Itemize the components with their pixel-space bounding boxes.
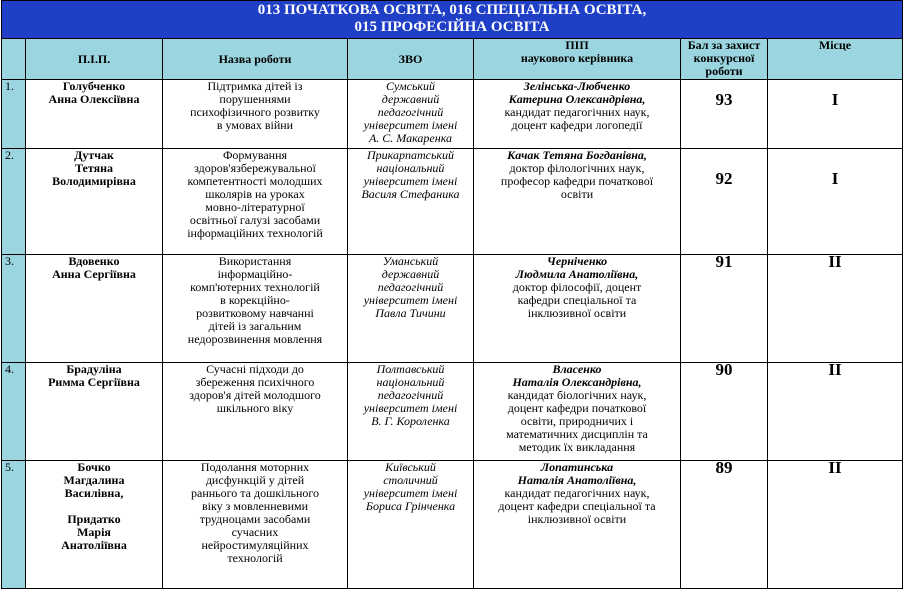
work-line: шкільного віку <box>216 401 294 415</box>
row-number: 3. <box>2 255 26 363</box>
row-number: 5. <box>2 461 26 589</box>
work-line: раннього та дошкільного <box>191 486 319 500</box>
uni-line: Київський <box>385 460 436 474</box>
score: 91 <box>681 255 768 363</box>
name-line: Тетяна <box>74 161 113 175</box>
uni-line: національний <box>376 375 445 389</box>
name-line: Володимирівна <box>52 174 136 188</box>
supervisor-info-line: доктор філософії, доцент <box>512 280 642 294</box>
uni-line: Прикарпатський <box>366 148 455 162</box>
score: 89 <box>681 461 768 589</box>
name-line: Анна Олексіївна <box>48 92 140 106</box>
uni-line: Полтавський <box>376 362 445 376</box>
work-line: Формування <box>222 148 288 162</box>
uni-line: Василя Стефаника <box>361 187 460 201</box>
supervisor-name-line: Зелінська-Любченко <box>523 79 631 93</box>
work-line: школярів на уроках <box>205 187 305 201</box>
name-line: Марія <box>77 525 111 539</box>
work-title <box>163 149 348 255</box>
work-line: розвитковому навчанні <box>196 306 314 320</box>
name-line: Голубченко <box>62 79 126 93</box>
uni-line: університет імені <box>363 293 458 307</box>
uni-line: Павла Тичини <box>375 306 446 320</box>
work-line: дітей із загальним <box>208 319 302 333</box>
work-line: інформаційних технологій <box>187 226 323 240</box>
uni-line: педагогічний <box>377 105 444 119</box>
supervisor <box>474 363 681 461</box>
supervisor-info-line: методик їх викладання <box>518 440 636 454</box>
name-line: Брадуліна <box>66 362 122 376</box>
header-supervisor <box>474 39 681 80</box>
work-line: здоров'язбережувальної <box>194 161 316 175</box>
name-line: Вдовенко <box>68 254 120 268</box>
supervisor-info-line: доцент кафедри логопедії <box>511 118 643 132</box>
row-number: 1. <box>2 80 26 149</box>
work-line: Використання <box>218 254 292 268</box>
results-table <box>1 0 903 589</box>
name-line: Анатоліївна <box>61 538 127 552</box>
university <box>348 255 474 363</box>
supervisor <box>474 461 681 589</box>
work-line: дисфункцій у дітей <box>205 473 305 487</box>
supervisor-name-line: Лопатинська <box>540 460 614 474</box>
uni-line: університет імені <box>363 486 458 500</box>
work-line: віку з мовленневими <box>201 499 309 513</box>
title-line-2: 015 ПРОФЕСІЙНА ОСВІТА <box>354 19 550 35</box>
university <box>348 80 474 149</box>
work-line: комп'ютерних технологій <box>190 280 320 294</box>
uni-line: державний <box>381 267 440 281</box>
score: 92 <box>681 149 768 255</box>
place: ІІ <box>768 363 903 461</box>
uni-line: столичний <box>383 473 438 487</box>
supervisor-info-line: математичних дисциплін та <box>506 427 648 441</box>
work-line: в корекційно- <box>220 293 290 307</box>
supervisor-info-line: кандидат педагогічних наук, <box>504 105 650 119</box>
work-line: Подолання моторних <box>200 460 310 474</box>
supervisor-info-line: кандидат педагогічних наук, <box>504 486 650 500</box>
place: І <box>768 80 903 149</box>
header-work: Назва роботи <box>163 39 348 80</box>
supervisor-info-line: професор кафедри початкової <box>500 174 654 188</box>
table-row <box>2 80 903 149</box>
supervisor-name-line: Катерина Олександрівна, <box>508 92 646 106</box>
supervisor-name-line: Наталія Олександрівна, <box>512 375 642 389</box>
work-line: сучасних <box>231 525 279 539</box>
table-row <box>2 363 903 461</box>
supervisor-info-line: кафедри спеціальної та <box>517 293 637 307</box>
work-title <box>163 461 348 589</box>
work-line: технологій <box>227 551 283 565</box>
supervisor-name-line: Людмила Анатоліївна, <box>515 267 639 281</box>
header-place: Місце <box>768 39 903 80</box>
name-line: Магдалина <box>63 473 125 487</box>
work-line: мовно-літературної <box>205 200 305 214</box>
title-line-1: 013 ПОЧАТКОВА ОСВІТА, 016 СПЕЦІАЛЬНА ОСВІТА, <box>257 2 647 18</box>
supervisor-info-line: доцент кафедри спеціальної та <box>498 499 656 513</box>
table-row <box>2 255 903 363</box>
uni-line: Сумський <box>385 79 436 93</box>
supervisor-name-line: Качак Тетяна Богданівна, <box>507 148 647 162</box>
table-row <box>2 461 903 589</box>
supervisor-name-line: Наталія Анатоліївна, <box>517 473 637 487</box>
uni-line: університет імені <box>363 118 458 132</box>
header-supervisor-line-2: наукового керівника <box>520 51 634 65</box>
work-line: компетентності молодших <box>187 174 323 188</box>
work-line: Сучасні підходи до <box>206 362 304 376</box>
place: ІІ <box>768 461 903 589</box>
work-line: психофізичного розвитку <box>190 105 320 119</box>
work-line: інформаційно- <box>217 267 293 281</box>
participant-name <box>26 149 163 255</box>
header-score-line-1: Бал за захист <box>687 38 761 52</box>
uni-line: національний <box>376 161 445 175</box>
work-line: трудноцами засобами <box>199 512 311 526</box>
supervisor-info-line: інклюзивної освіти <box>527 306 627 320</box>
header-score-line-2: конкурсної <box>693 51 755 65</box>
supervisor-info-line: доцент кафедри початкової <box>507 401 647 415</box>
supervisor-name-line: Черніченко <box>546 254 608 268</box>
supervisor-info-line: кандидат біологічних наук, <box>507 388 647 402</box>
name-line: Дутчак <box>74 148 114 162</box>
uni-line: педагогічний <box>377 280 444 294</box>
work-title <box>163 255 348 363</box>
name-line: Придатко <box>67 512 121 526</box>
university <box>348 461 474 589</box>
work-line: збереження психічного <box>195 375 315 389</box>
score: 90 <box>681 363 768 461</box>
uni-line: Уманський <box>382 254 439 268</box>
work-line: порушеннями <box>219 92 291 106</box>
work-line: Підтримка дітей із <box>207 79 303 93</box>
uni-line: Бориса Грінченка <box>365 499 456 513</box>
place: ІІ <box>768 255 903 363</box>
header-number <box>2 39 26 80</box>
header-uni: ЗВО <box>348 39 474 80</box>
name-line: Римма Сергіївна <box>48 375 140 389</box>
supervisor <box>474 149 681 255</box>
supervisor <box>474 255 681 363</box>
score: 93 <box>681 80 768 149</box>
university <box>348 363 474 461</box>
header-score <box>681 39 768 80</box>
row-number: 4. <box>2 363 26 461</box>
participant-name <box>26 363 163 461</box>
supervisor-info-line: інклюзивної освіти <box>527 512 627 526</box>
supervisor <box>474 80 681 149</box>
work-line: освітньої галузі засобами <box>189 213 321 227</box>
table-row <box>2 149 903 255</box>
uni-line: університет імені <box>363 174 458 188</box>
uni-line: університет імені <box>363 401 458 415</box>
place: І <box>768 149 903 255</box>
participant-name <box>26 255 163 363</box>
participant-name <box>26 80 163 149</box>
uni-line: педагогічний <box>377 388 444 402</box>
supervisor-info-line: освіти, природничих і <box>520 414 634 428</box>
uni-line: державний <box>381 92 440 106</box>
name-line: Анна Сергіївна <box>52 267 136 281</box>
supervisor-info-line: освіти <box>560 187 594 201</box>
header-score-line-3: роботи <box>705 64 743 78</box>
university <box>348 149 474 255</box>
work-line: нейростимуляційних <box>201 538 309 552</box>
name-line: Бочко <box>77 460 111 474</box>
header-name: П.І.П. <box>26 39 163 80</box>
name-line: Василівна, <box>64 486 124 500</box>
work-title <box>163 80 348 149</box>
supervisor-name-line: Власенко <box>552 362 602 376</box>
work-line: здоров'я дітей молодшого <box>189 388 321 402</box>
work-line: в умовах війни <box>216 118 294 132</box>
work-line: недорозвинення мовлення <box>187 332 323 346</box>
uni-line: В. Г. Короленка <box>371 414 450 428</box>
header-supervisor-line-1: ПІП <box>565 38 589 52</box>
uni-line: А. С. Макаренка <box>368 131 453 145</box>
supervisor-info-line: доктор філологічних наук, <box>509 161 645 175</box>
participant-name <box>26 461 163 589</box>
work-title <box>163 363 348 461</box>
table-title <box>2 1 903 39</box>
row-number: 2. <box>2 149 26 255</box>
